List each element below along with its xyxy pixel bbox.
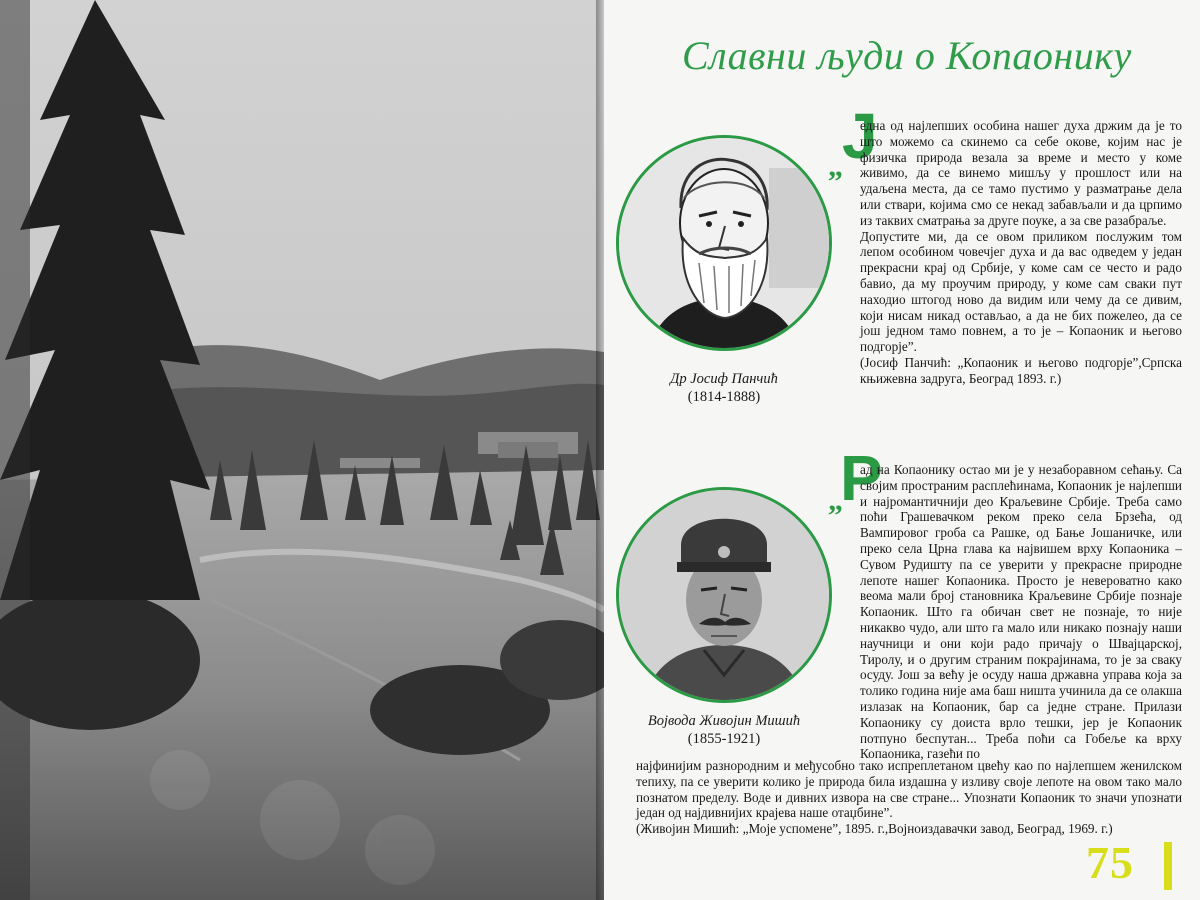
caption-years: (1855-1921) <box>687 731 761 747</box>
drop-cap: Ј <box>842 100 878 172</box>
pancic-drawing <box>619 138 829 348</box>
page-number: 75 <box>1086 837 1134 888</box>
misic-photo <box>619 490 829 700</box>
text-page <box>604 0 1200 900</box>
caption-misic <box>624 712 824 748</box>
drop-cap: Р <box>840 442 883 514</box>
caption-pancic <box>624 370 824 406</box>
quote-mark-icon: „ <box>828 150 843 183</box>
quote-mark-icon: „ <box>828 484 843 517</box>
portrait-pancic <box>616 135 832 351</box>
caption-name: Др Јосиф Панчић <box>670 371 778 387</box>
quote-text-misic: ад на Копаонику остао ми је у незаборавном сећању. Са својим пространим расплећинама, Копаоник је најлепши и најромантичнији део Краљевине Србије. Треба само поћи Грашевачком реком преко села Брзећа, од Вампировог гроба са Рашке, од Бање Јошаничке, или преко села Црна глава ка највишем врху Копаоника – Сувом Рудишту па се уверити у прекрасне природне лепоте нашег Копаоника. Просто је невероватно како веома мали број становника Краљевине Србије познаје Копаоник. Што га обичан свет не познаје, то није никакво чудо, али што га мало или никако познају наши научници и они који радо причају о Швајцарској, Тиролу, и о другим страним покрајинама, то је за сваку осуду. Још за већу је осуду наша државна управа која за толико година није ама баш ништа учинила да се олакша излазак на Копаоник, бар са једне стране. Прилази Копаонику су доиста врло тешки, јер је Копаоник потпуно беспутан... Треба поћи са Гобеље ка врху Копаоника, газећи по <box>860 462 1182 762</box>
caption-years: (1814-1888) <box>687 389 761 405</box>
caption-name: Војвода Живојин Мишић <box>647 713 801 729</box>
quote-text-misic-continued: најфинијим разнородним и међусобно тако испреплетаном цвећу као по најлепшем женилском тепиху, па се уверити колико је природа била издашна у изливу своје лепоте на овом тако мало познатом пределу. Воде и дивних извора на све стране... Упознати Копаоник то значи упознати један од најдивнијих крајева наше отаџбине”. (Живојин Мишић: „Моје успомене”, 1895. г.,Војноиздавачки завод, Београд, 1969. г.) <box>636 758 1182 837</box>
quote-text-pancic: една од најлепших особина нашег духа држим да је то што можемо са скинемо са себе окове, којим нас је физичка природа везала за време и место у коме живимо, да се винемо мишљу у прошлост или на удаљена места, да се тамо пустимо у разматрање дела или ствари, којима смо се некад забављали и да црпимо из таквих сматрања за друге поуке, а за све разабраље. Допустите ми, да се овом приликом послужим том лепом особином човечјег духа и да вас одведем у један прекрасни крај од Србије, у коме сам се често и радо бавио, да му проучим природу, у коме сам сваки пут находио штогод ново да видим или чему да се дивим, који нисам никад остављао, а да не бих пожелео, да се још једном тамо повнем, а то је – Копаоник и његово подгорје”. (Јосиф Панчић: „Копаоник и његово подгорје”,Српска књижевна задруга, Београд 1893. г.) <box>860 118 1182 386</box>
page-number-bar <box>1164 842 1172 890</box>
page-title: Славни људи о Копаонику <box>682 33 1132 78</box>
portrait-misic <box>616 487 832 703</box>
